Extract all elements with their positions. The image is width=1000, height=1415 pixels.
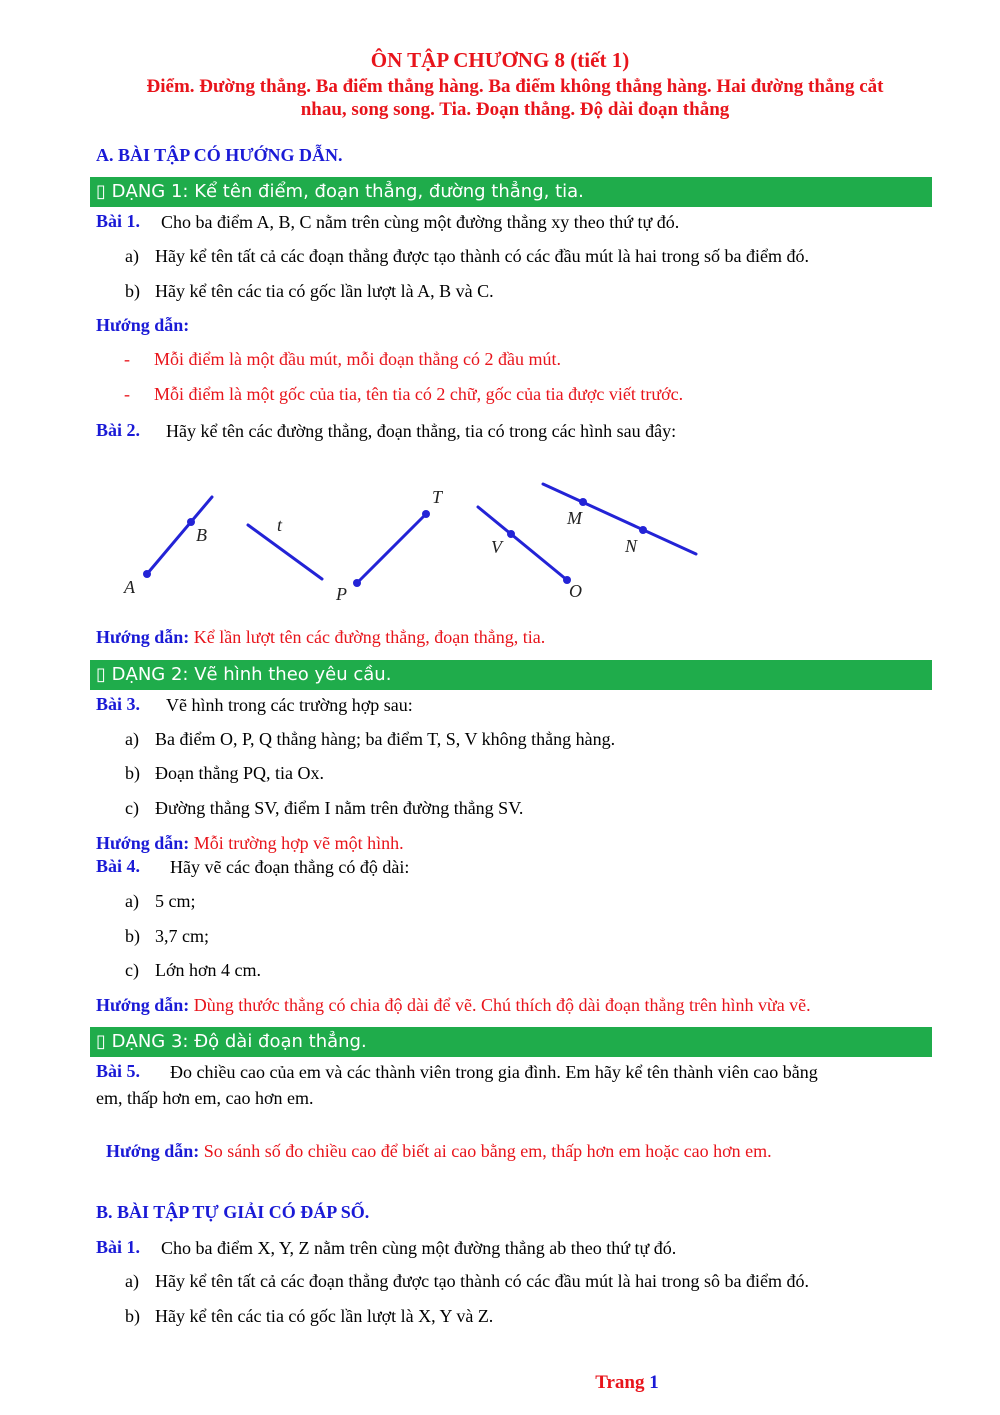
geometry-figure: [0, 470, 1000, 610]
item-label: a): [125, 891, 139, 911]
point-T: [422, 510, 430, 518]
label-T: T: [432, 487, 443, 507]
hint-text: Mỗi điểm là một đầu mút, mỗi đoạn thẳng có 2 đầu mút.: [154, 349, 561, 369]
item-text: Đường thẳng SV, điểm I nằm trên đường thẳng SV.: [155, 798, 524, 818]
hint-text: Dùng thước thẳng có chia độ dài để vẽ. Chú thích độ dài đoạn thẳng trên hình vừa vẽ.: [193, 995, 811, 1015]
line-t: [248, 525, 322, 579]
bai1-item-a: [125, 246, 809, 267]
bai2-number: Bài 2.: [96, 420, 141, 440]
hint-label: Hướng dẫn:: [96, 995, 190, 1015]
section-b-title: B. BÀI TẬP TỰ GIẢI CÓ ĐÁP SỐ.: [96, 1202, 370, 1222]
bai4-item-a: [125, 891, 196, 912]
bai4-number: Bài 4.: [96, 856, 141, 876]
bai4-item-c: [125, 960, 261, 981]
hint-label: Hướng dẫn:: [96, 627, 190, 647]
hint-label: Hướng dẫn:: [96, 315, 190, 335]
bai3-text: Vẽ hình trong các trường hợp sau:: [166, 695, 413, 715]
page-title: ÔN TẬP CHƯƠNG 8 (tiết 1): [370, 48, 630, 72]
item-text: Hãy kể tên tất cả các đoạn thẳng được tạo thành có các đầu mút là hai trong số ba điểm đó.: [155, 246, 810, 266]
point-N: [639, 526, 647, 534]
label-M: M: [567, 508, 582, 528]
box-icon: ▯: [96, 664, 112, 685]
label-t: t: [277, 515, 283, 535]
b-bai1-number: Bài 1.: [96, 1237, 141, 1257]
hint-bai2: [96, 627, 545, 648]
item-text: Hãy kể tên các tia có gốc lần lượt là A, B và C.: [155, 281, 494, 301]
label-A: A: [124, 577, 135, 597]
item-text: Đoạn thẳng PQ, tia Ox.: [155, 763, 324, 783]
label-V: V: [491, 537, 502, 557]
item-label: a): [125, 246, 139, 266]
item-text: Hãy kể tên các tia có gốc lần lượt là X, Y và Z.: [155, 1306, 494, 1326]
item-text: Ba điểm O, P, Q thẳng hàng; ba điểm T, S, V không thẳng hàng.: [155, 729, 616, 749]
dang1-label: DẠNG 1: Kể tên điểm, đoạn thẳng, đường thẳng, tia.: [111, 181, 584, 202]
subtitle-line-2: nhau, song song. Tia. Đoạn thẳng. Độ dài đoạn thẳng: [300, 99, 730, 120]
hint-text: Kể lần lượt tên các đường thẳng, đoạn thẳng, tia.: [193, 627, 546, 647]
hint-text: Mỗi trường hợp vẽ một hình.: [193, 833, 404, 853]
hint-label: Hướng dẫn:: [106, 1141, 200, 1161]
hint-text: Mỗi điểm là một gốc của tia, tên tia có 2 chữ, gốc của tia được viết trước.: [154, 384, 684, 404]
point-P: [353, 579, 361, 587]
hint-bai3: [96, 833, 404, 854]
box-icon: ▯: [96, 1031, 112, 1052]
label-O: O: [569, 581, 582, 601]
segment-PT: [357, 514, 426, 583]
b-bai1-item-b: [125, 1306, 493, 1327]
hint-dash: -: [124, 384, 130, 404]
page-footer: [0, 1372, 1000, 1394]
section-a-title: A. BÀI TẬP CÓ HƯỚNG DẪN.: [96, 145, 343, 165]
item-label: c): [125, 960, 139, 980]
item-label: a): [125, 729, 139, 749]
point-M: [579, 498, 587, 506]
point-A: [143, 570, 151, 578]
item-label: c): [125, 798, 139, 818]
page-word: Trang: [595, 1372, 645, 1393]
item-text: 3,7 cm;: [155, 926, 209, 946]
b-bai1-text: Cho ba điểm X, Y, Z nằm trên cùng một đường thẳng ab theo thứ tự đó.: [161, 1238, 677, 1258]
item-text: Lớn hơn 4 cm.: [155, 960, 262, 980]
box-icon: ▯: [96, 181, 112, 202]
point-B: [187, 518, 195, 526]
bai1-item-b: [125, 281, 494, 302]
b-bai1-item-a: [125, 1271, 809, 1292]
bai3-item-c: [125, 798, 523, 819]
bai3-number: Bài 3.: [96, 694, 141, 714]
label-N: N: [625, 536, 638, 556]
bai5-text-line-1: Đo chiều cao của em và các thành viên trong gia đình. Em hãy kể tên thành viên cao bằng: [170, 1062, 818, 1082]
bai2-text: Hãy kể tên các đường thẳng, đoạn thẳng, tia có trong các hình sau đây:: [166, 421, 677, 441]
bai3-item-a: [125, 729, 615, 750]
bai1-number: Bài 1.: [96, 211, 141, 231]
hint-item-2: [124, 384, 683, 405]
page-number: 1: [649, 1372, 659, 1393]
hint-item-1: [124, 349, 561, 370]
hint-label: Hướng dẫn:: [96, 833, 190, 853]
label-P: P: [336, 584, 347, 604]
bai1-text: Cho ba điểm A, B, C nằm trên cùng một đường thẳng xy theo thứ tự đó.: [161, 212, 680, 232]
bai5-text-line-2: em, thấp hơn em, cao hơn em.: [96, 1088, 314, 1108]
line-MN: [543, 484, 696, 554]
dang1-bar: [90, 177, 932, 207]
item-label: b): [125, 281, 140, 301]
hint-bai5: [106, 1141, 772, 1162]
bai5-number: Bài 5.: [96, 1061, 141, 1081]
item-label: b): [125, 763, 140, 783]
bai4-item-b: [125, 926, 209, 947]
hint-text: So sánh số đo chiều cao để biết ai cao bằng em, thấp hơn em hoặc cao hơn em.: [203, 1141, 772, 1161]
item-label: b): [125, 926, 140, 946]
hint-dash: -: [124, 349, 130, 369]
hint-bai4: [96, 995, 811, 1016]
item-label: a): [125, 1271, 139, 1291]
dang3-bar: [90, 1027, 932, 1057]
dang2-bar: [90, 660, 932, 690]
item-text: 5 cm;: [155, 891, 196, 911]
item-label: b): [125, 1306, 140, 1326]
dang3-label: DẠNG 3: Độ dài đoạn thẳng.: [111, 1031, 367, 1052]
page-subtitle: [120, 75, 910, 121]
label-B: B: [196, 525, 207, 545]
point-V: [507, 530, 515, 538]
bai3-item-b: [125, 763, 324, 784]
dang2-label: DẠNG 2: Vẽ hình theo yêu cầu.: [111, 664, 392, 685]
bai4-text: Hãy vẽ các đoạn thẳng có độ dài:: [170, 857, 410, 877]
item-text: Hãy kể tên tất cả các đoạn thẳng được tạo thành có các đầu mút là hai trong sô ba điểm đó.: [155, 1271, 810, 1291]
subtitle-line-1: Điểm. Đường thẳng. Ba điểm thẳng hàng. Ba điểm không thẳng hàng. Hai đường thẳng cắt: [146, 76, 884, 97]
